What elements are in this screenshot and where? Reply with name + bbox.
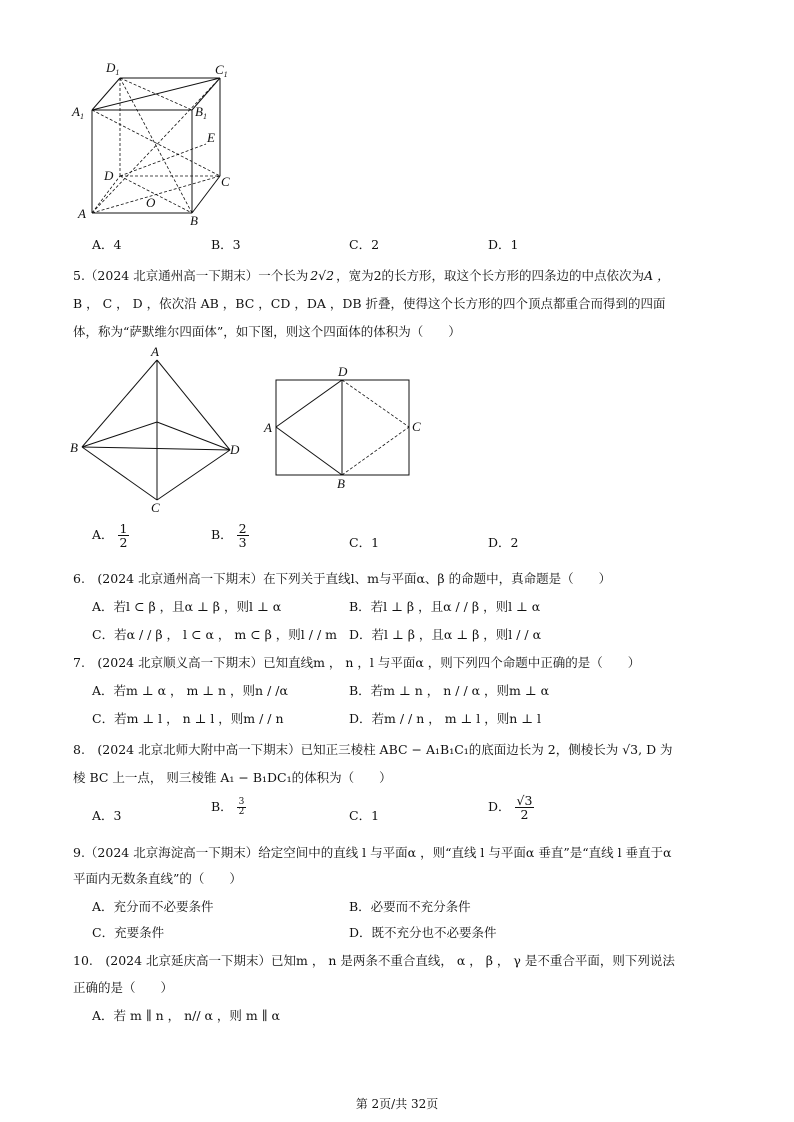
q9-option-d: D．既不充分也不必要条件 <box>349 925 497 940</box>
q10-option-a: A．若 m ∥ n ， n// α ，则 m ∥ α <box>92 1008 280 1023</box>
rect-label-B: B <box>337 476 345 491</box>
q5-option-c: C．1 <box>349 535 380 550</box>
q8-stem-line1: 8. (2024 北京北师大附中高一下期末）已知正三棱柱 ABC − A₁B₁C₁的底面边长为 2，侧棱长为 √3, D 为 <box>73 742 673 757</box>
q5-stem-line1: 5.（2024 北京通州高一下期末）一个长为 2√2 ，宽为2的长方形，取这个长方形的四条边的中点依次为A ， <box>73 268 670 283</box>
q7-option-d: D．若m / / n ， m ⊥ l ，则n ⊥ l <box>349 711 541 726</box>
q4-option-a: A．4 <box>92 237 122 252</box>
label-D1: $D_1$ <box>106 60 120 77</box>
q8-option-d: D． $\frac{√3}{2}$ <box>488 793 533 823</box>
tetra-label-A: A <box>151 344 159 359</box>
q4-option-c: C．2 <box>349 237 380 252</box>
q7-stem: 7. (2024 北京顺义高一下期末）已知直线m ， n ，l 与平面α ，则下列四个命题中正确的是（ ） <box>73 655 641 670</box>
label-O: O <box>146 195 156 210</box>
q6-option-c: C．若α / / β ， l ⊂ α ， m ⊂ β ，则l / / m <box>92 627 337 642</box>
tetra-label-C: C <box>151 500 160 514</box>
cube-figure <box>70 58 245 228</box>
label-E: E <box>207 130 215 145</box>
q8-option-c: C．1 <box>349 808 380 823</box>
page-footer: 第 2页/共 32页 <box>355 1097 439 1111</box>
label-A1: $A_1$ <box>72 104 84 121</box>
q8-stem-line2: 棱 BC 上一点， 则三棱锥 A₁ − B₁DC₁的体积为（ ） <box>73 770 392 785</box>
q7-option-b: B．若m ⊥ n ， n / / α ，则m ⊥ α <box>349 683 550 698</box>
q5-stem-line2: B ， C ， D ，依次沿 AB ，BC ，CD ，DA ，DB 折叠，使得这个长方形的四个顶点都重合而得到的四面 <box>73 296 666 311</box>
tetrahedron-figure <box>68 342 248 514</box>
q6-option-d: D．若l ⊥ β ，且α ⊥ β ，则l / / α <box>349 627 542 642</box>
rect-label-A: A <box>264 420 272 435</box>
q8-option-a: A．3 <box>92 808 122 823</box>
label-C: C <box>221 174 230 189</box>
q9-option-c: C．充要条件 <box>92 925 165 940</box>
q6-option-a: A．若l ⊂ β ，且α ⊥ β ，则l ⊥ α <box>92 599 282 614</box>
label-B1: $B_1$ <box>195 104 207 121</box>
q7-option-c: C．若m ⊥ l ， n ⊥ l ，则m / / n <box>92 711 284 726</box>
rect-label-C: C <box>412 419 421 434</box>
label-B: B <box>190 213 198 228</box>
q10-stem-line2: 正确的是（ ） <box>73 980 174 995</box>
q5-stem-line3: 体，称为“萨默维尔四面体”，如下图，则这个四面体的体积为（ ） <box>73 324 461 339</box>
label-C1: $C_1$ <box>215 62 228 79</box>
q9-option-b: B．必要而不充分条件 <box>349 899 471 914</box>
q6-stem: 6. (2024 北京通州高一下期末）在下列关于直线l、m与平面α、β 的命题中，真命题是（ ） <box>73 571 612 586</box>
q9-stem-line2: 平面内无数条直线”的（ ） <box>73 871 242 886</box>
q5-option-b: B． $\frac{2}{3}$ <box>211 521 247 551</box>
rectangle-net-figure <box>262 362 432 494</box>
q10-stem-line1: 10. (2024 北京延庆高一下期末）已知m ， n 是两条不重合直线， α ， β ， γ 是不重合平面，则下列说法 <box>73 953 675 968</box>
q9-stem-line1: 9.（2024 北京海淀高一下期末）给定空间中的直线 l 与平面α ，则“直线 l 与平面α 垂直”是“直线 l 垂直于α <box>73 845 672 860</box>
tetra-label-D: D <box>230 442 240 457</box>
q6-option-b: B．若l ⊥ β ，且α / / β ，则l ⊥ α <box>349 599 541 614</box>
q8-option-b: B． $\frac{3}{2}$ <box>211 796 245 817</box>
q7-option-a: A．若m ⊥ α ， m ⊥ n ，则n / /α <box>92 683 288 698</box>
rect-label-D: D <box>338 364 348 379</box>
q4-option-d: D．1 <box>488 237 519 252</box>
tetra-label-B: B <box>70 440 78 455</box>
q5-option-d: D．2 <box>488 535 519 550</box>
label-A: A <box>78 206 86 221</box>
q9-option-a: A．充分而不必要条件 <box>92 899 214 914</box>
label-D: D <box>104 168 114 183</box>
q5-option-a: A． $\frac{1}{2}$ <box>92 521 128 551</box>
q4-option-b: B．3 <box>211 237 241 252</box>
